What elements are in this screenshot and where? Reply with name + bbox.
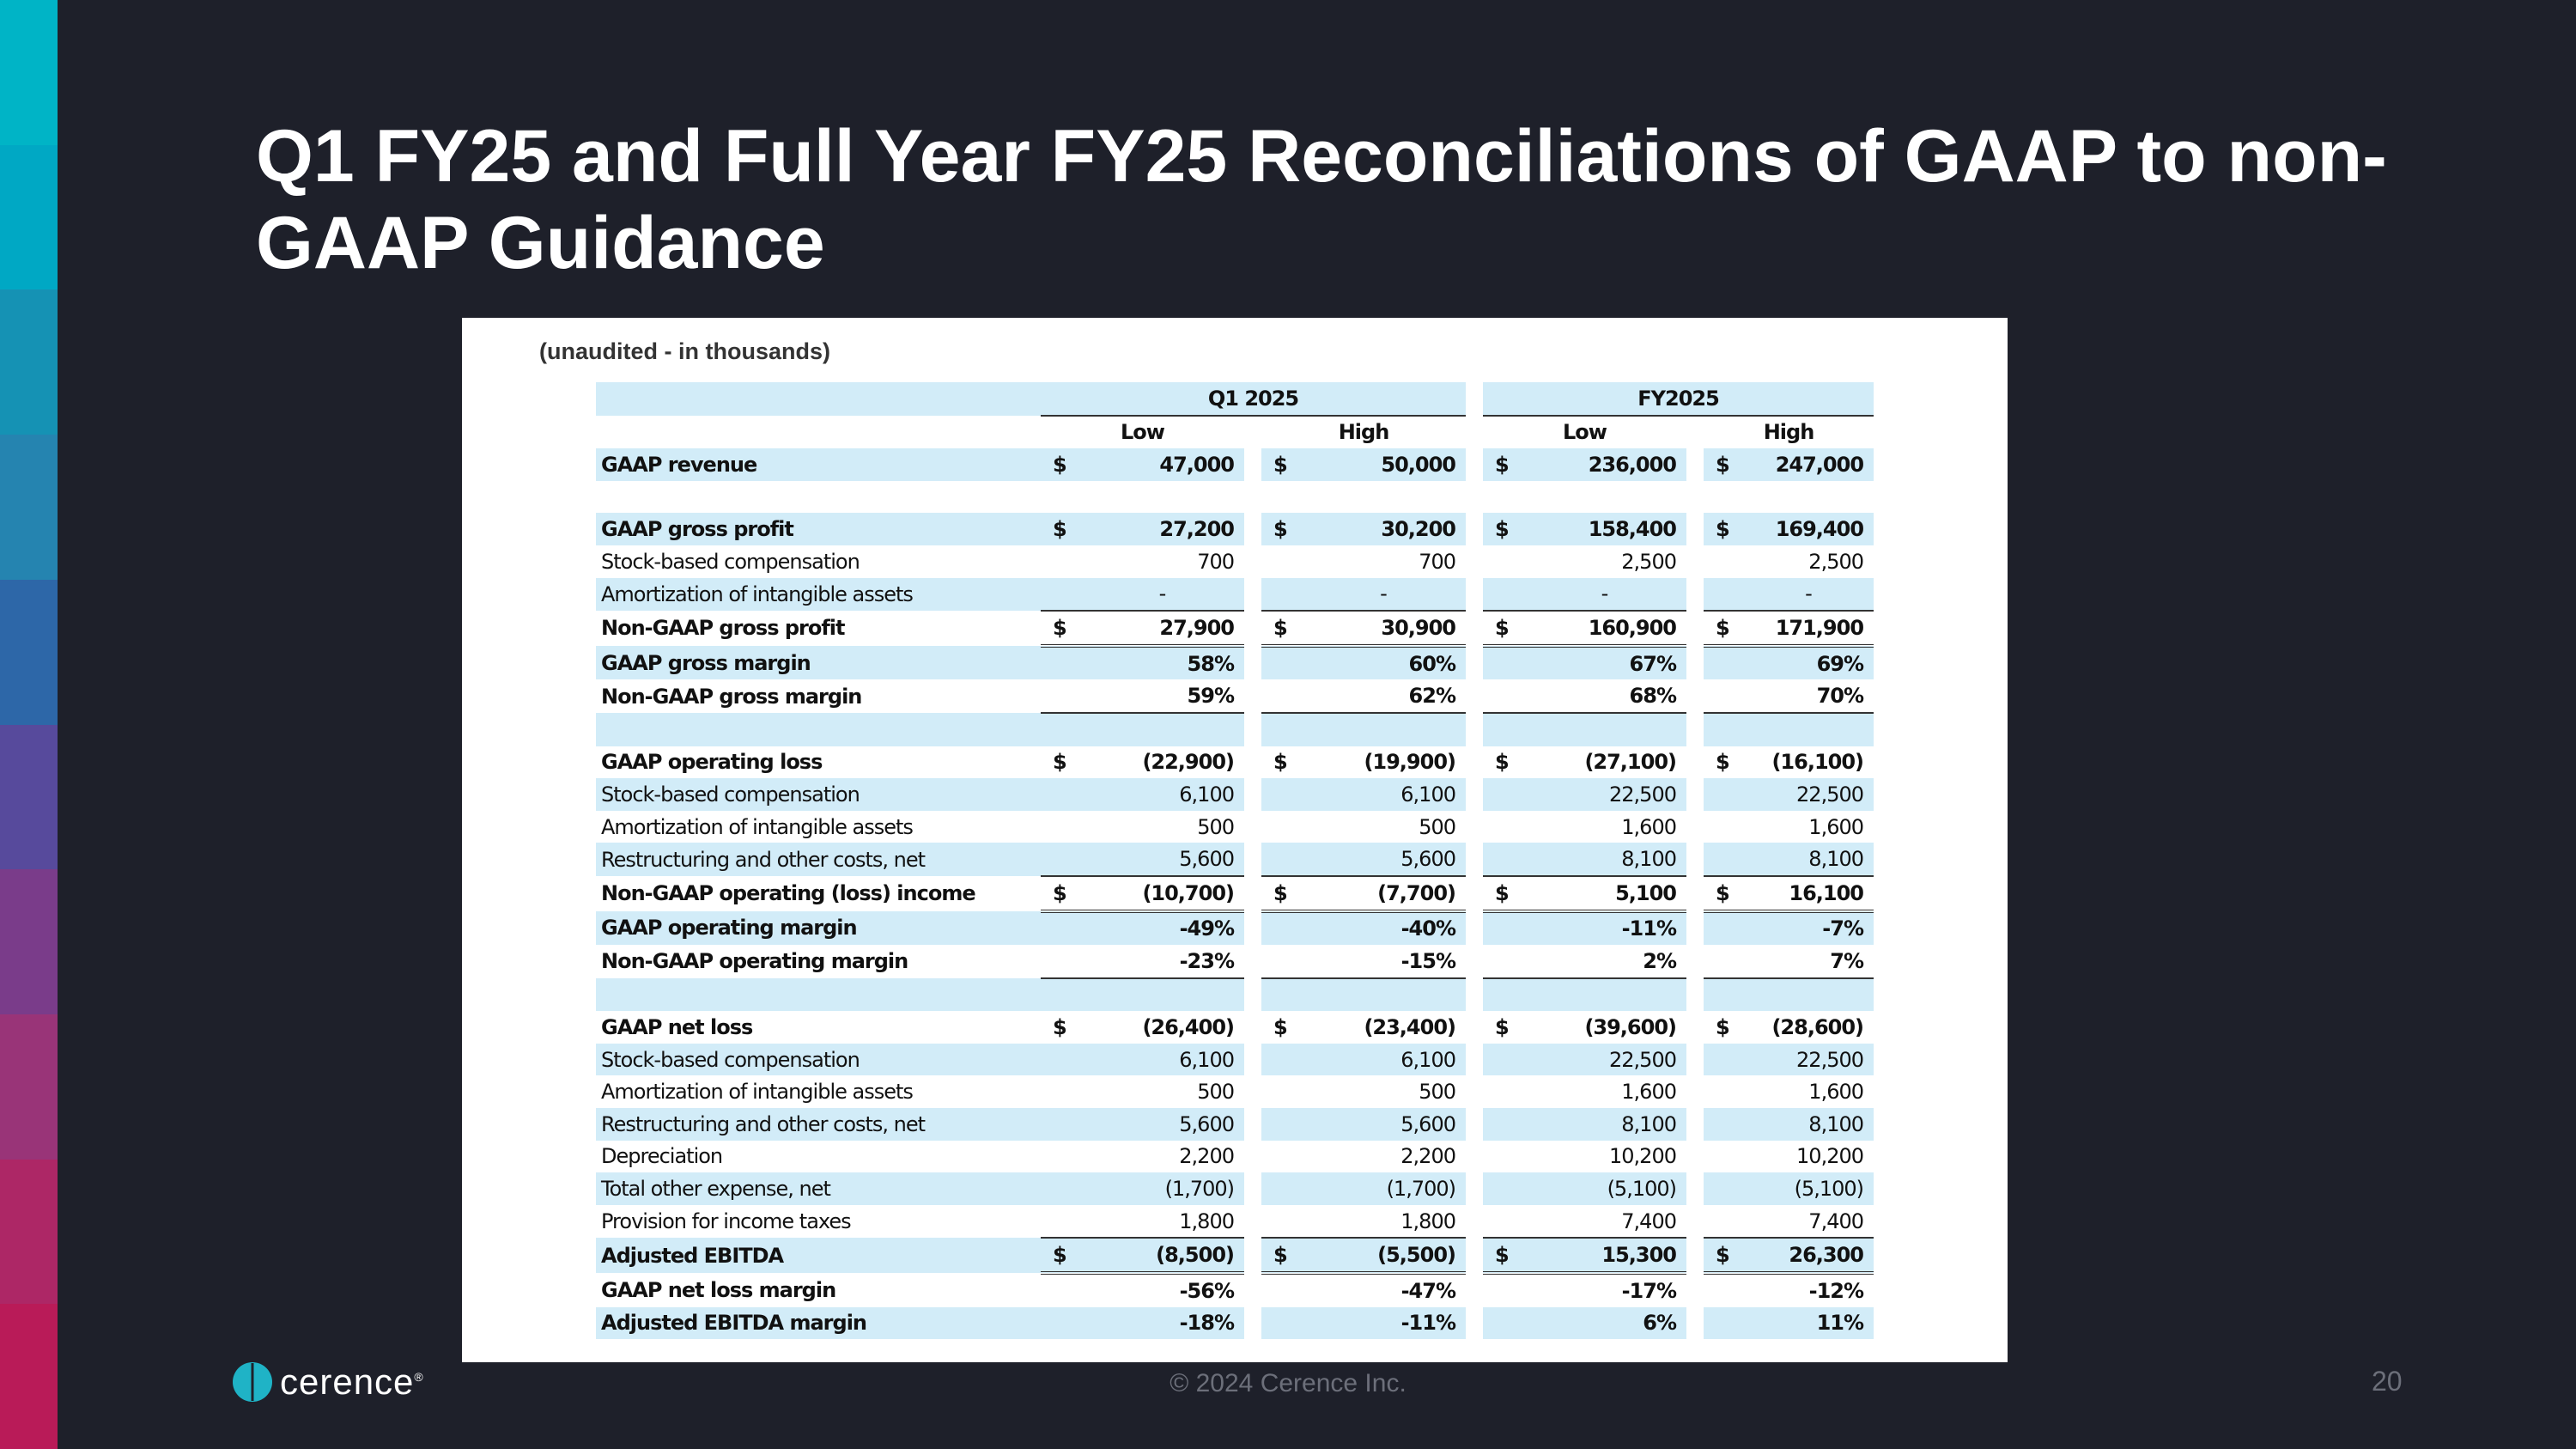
currency-symbol: [1704, 1075, 1748, 1108]
currency-symbol: $: [1704, 513, 1748, 545]
row-label: GAAP revenue: [596, 448, 1041, 481]
value-cell: 158,400: [1528, 513, 1686, 545]
currency-symbol: [1261, 778, 1306, 811]
currency-symbol: [1704, 545, 1748, 578]
value-cell: [1085, 978, 1244, 1012]
value-cell: 500: [1419, 814, 1455, 839]
row-label: Stock-based compensation: [596, 1044, 1041, 1076]
value-cell: (39,600): [1584, 1015, 1676, 1040]
currency-symbol: [1261, 811, 1306, 843]
row-label: Provision for income taxes: [601, 1209, 851, 1234]
currency-symbol: [1261, 545, 1306, 578]
value-cell: 2,500: [1621, 549, 1676, 574]
value-cell: [1748, 481, 1874, 514]
currency-symbol: [1483, 1273, 1528, 1307]
currency-symbol: [1261, 978, 1306, 1012]
currency-symbol: [1704, 481, 1748, 514]
currency-symbol: [1261, 1273, 1306, 1307]
value-cell: 8,100: [1528, 1108, 1686, 1141]
currency-symbol: [1041, 1108, 1085, 1141]
row-label: Amortization of intangible assets: [596, 578, 1041, 612]
currency-symbol: [1261, 843, 1306, 876]
value-cell: (28,600): [1771, 1015, 1864, 1040]
currency-symbol: [1041, 911, 1085, 946]
row-label: Depreciation: [601, 1144, 723, 1169]
value-cell: 16,100: [1748, 876, 1874, 911]
currency-symbol: $: [1261, 513, 1306, 545]
logo-wordmark: cerence®: [280, 1361, 424, 1402]
table-row: [596, 1205, 1874, 1239]
table-row: [596, 679, 1874, 713]
currency-symbol: [1483, 1044, 1528, 1076]
currency-symbol: [1704, 945, 1748, 978]
currency-symbol: $: [1704, 876, 1748, 911]
value-cell: [1306, 481, 1466, 514]
currency-symbol: [1041, 1273, 1085, 1307]
currency-symbol: [1483, 713, 1528, 746]
value-cell: 11%: [1748, 1307, 1874, 1340]
value-cell: 5,100: [1528, 876, 1686, 911]
group-header-row: [596, 382, 1874, 416]
value-cell: 2,500: [1808, 549, 1864, 574]
row-label: Non-GAAP gross profit: [601, 616, 845, 641]
group-header-q1: Q1 2025: [1041, 382, 1466, 416]
value-cell: (8,500): [1085, 1238, 1244, 1273]
table-row: [596, 1238, 1874, 1273]
currency-symbol: [1483, 1307, 1528, 1340]
row-label: GAAP net loss: [601, 1015, 753, 1040]
currency-symbol: [1483, 778, 1528, 811]
currency-symbol: [1483, 1075, 1528, 1108]
value-cell: 10,200: [1796, 1144, 1864, 1169]
value-cell: 59%: [1085, 679, 1244, 713]
value-cell: (23,400): [1364, 1015, 1455, 1040]
currency-symbol: [1261, 1108, 1306, 1141]
value-cell: -23%: [1085, 945, 1244, 978]
stripe-segment: [0, 145, 58, 290]
value-cell: 7%: [1748, 945, 1874, 978]
currency-symbol: $: [1261, 1238, 1306, 1273]
currency-symbol: [1704, 679, 1748, 713]
value-cell: 22,500: [1528, 1044, 1686, 1076]
currency-symbol: [1261, 1307, 1306, 1340]
value-cell: 8,100: [1528, 843, 1686, 876]
value-cell: 500: [1197, 1080, 1234, 1105]
currency-symbol: $: [1495, 1015, 1509, 1040]
currency-symbol: [1261, 679, 1306, 713]
currency-symbol: [1041, 713, 1085, 746]
copyright-text: © 2024 Cerence Inc.: [1170, 1369, 1406, 1397]
value-cell: (1,700): [1306, 1172, 1466, 1205]
value-cell: 22,500: [1748, 1044, 1874, 1076]
currency-symbol: $: [1273, 1015, 1287, 1040]
table-row: [596, 713, 1874, 746]
value-cell: 5,600: [1306, 1108, 1466, 1141]
currency-symbol: [1041, 778, 1085, 811]
value-cell: 30,900: [1306, 611, 1466, 646]
stripe-segment: [0, 435, 58, 580]
currency-symbol: $: [1483, 448, 1528, 481]
table-row: [596, 646, 1874, 680]
row-label: Stock-based compensation: [601, 549, 860, 574]
value-cell: 30,200: [1306, 513, 1466, 545]
currency-symbol: [1483, 911, 1528, 946]
currency-symbol: [1704, 1044, 1748, 1076]
value-cell: 171,900: [1748, 611, 1874, 646]
currency-symbol: [1483, 1205, 1528, 1239]
value-cell: (5,500): [1306, 1238, 1466, 1273]
value-cell: 6%: [1528, 1307, 1686, 1340]
currency-symbol: [1261, 713, 1306, 746]
value-cell: 60%: [1306, 646, 1466, 680]
table-row: [596, 578, 1874, 612]
value-cell: 8,100: [1748, 1108, 1874, 1141]
currency-symbol: $: [1273, 750, 1287, 775]
table-row: [596, 876, 1874, 911]
table-row: [596, 978, 1874, 1012]
value-cell: 50,000: [1306, 448, 1466, 481]
value-cell: 8,100: [1748, 843, 1874, 876]
value-cell: [1748, 713, 1874, 746]
stripe-segment: [0, 869, 58, 1014]
page-number: 20: [2372, 1366, 2403, 1397]
currency-symbol: $: [1041, 1238, 1085, 1273]
value-cell: -18%: [1085, 1307, 1244, 1340]
row-label: Restructuring and other costs, net: [596, 843, 1041, 876]
value-cell: 5,600: [1306, 843, 1466, 876]
currency-symbol: [1041, 545, 1085, 578]
value-cell: (7,700): [1306, 876, 1466, 911]
value-cell: 2,200: [1179, 1144, 1234, 1169]
value-cell: 1,600: [1621, 1080, 1676, 1105]
value-cell: 2,200: [1400, 1144, 1455, 1169]
value-cell: 500: [1419, 1080, 1455, 1105]
value-cell: -11%: [1306, 1307, 1466, 1340]
currency-symbol: [1704, 1273, 1748, 1307]
currency-symbol: [1704, 778, 1748, 811]
stripe-segment: [0, 0, 58, 145]
currency-symbol: $: [1041, 448, 1085, 481]
row-label: Amortization of intangible assets: [601, 814, 913, 839]
table-row: [596, 1307, 1874, 1340]
value-cell: -: [1306, 578, 1466, 612]
table-row: [596, 1075, 1874, 1108]
row-label: GAAP operating loss: [601, 750, 823, 775]
value-cell: 6,100: [1085, 1044, 1244, 1076]
value-cell: 26,300: [1748, 1238, 1874, 1273]
value-cell: 7,400: [1621, 1209, 1676, 1233]
table-row: [596, 746, 1874, 779]
value-cell: 6,100: [1306, 1044, 1466, 1076]
value-cell: 700: [1197, 549, 1234, 574]
slide-title: Q1 FY25 and Full Year FY25 Reconciliations of GAAP to non-GAAP Guidance: [256, 115, 2387, 284]
currency-symbol: $: [1261, 448, 1306, 481]
currency-symbol: [1261, 481, 1306, 514]
currency-symbol: $: [1704, 611, 1748, 646]
table-row: [596, 811, 1874, 843]
value-cell: 47,000: [1085, 448, 1244, 481]
table-row: [596, 1044, 1874, 1076]
currency-symbol: $: [1483, 1238, 1528, 1273]
value-cell: (1,700): [1085, 1172, 1244, 1205]
value-cell: 7,400: [1808, 1209, 1864, 1233]
value-cell: 22,500: [1528, 778, 1686, 811]
value-cell: 6,100: [1306, 778, 1466, 811]
value-cell: (26,400): [1142, 1015, 1234, 1040]
currency-symbol: [1483, 1108, 1528, 1141]
value-cell: 247,000: [1748, 448, 1874, 481]
value-cell: -49%: [1085, 911, 1244, 946]
value-cell: -: [1085, 578, 1244, 612]
table-row: [596, 1172, 1874, 1205]
row-label: GAAP gross profit: [596, 513, 1041, 545]
row-label: Adjusted EBITDA: [596, 1238, 1041, 1273]
currency-symbol: [1041, 1205, 1085, 1239]
currency-symbol: $: [1261, 611, 1306, 646]
value-cell: 68%: [1528, 679, 1686, 713]
currency-symbol: [1261, 911, 1306, 946]
value-cell: -17%: [1621, 1278, 1676, 1303]
currency-symbol: [1041, 481, 1085, 514]
currency-symbol: [1704, 843, 1748, 876]
currency-symbol: [1041, 578, 1085, 612]
table-row: [596, 1273, 1874, 1307]
group-header-fy: FY2025: [1483, 382, 1874, 416]
value-cell: -: [1748, 578, 1874, 612]
stripe-segment: [0, 1160, 58, 1305]
table-row: [596, 778, 1874, 811]
value-cell: 1,800: [1400, 1209, 1455, 1233]
table-row: [596, 481, 1874, 514]
currency-symbol: [1483, 1141, 1528, 1173]
reconciliation-panel: [462, 318, 2008, 1362]
row-label: Non-GAAP operating margin: [601, 949, 908, 974]
row-label: GAAP operating margin: [596, 911, 1041, 946]
value-cell: -40%: [1306, 911, 1466, 946]
currency-symbol: $: [1041, 876, 1085, 911]
value-cell: 236,000: [1528, 448, 1686, 481]
color-stripe: [0, 0, 58, 1449]
currency-symbol: $: [1483, 513, 1528, 545]
value-cell: 2%: [1528, 945, 1686, 978]
stripe-segment: [0, 725, 58, 870]
sub-header-row: [596, 416, 1874, 449]
value-cell: [1306, 978, 1466, 1012]
stripe-segment: [0, 289, 58, 435]
value-cell: 1,800: [1179, 1209, 1234, 1233]
currency-symbol: [1704, 1172, 1748, 1205]
currency-symbol: $: [1261, 876, 1306, 911]
value-cell: 58%: [1085, 646, 1244, 680]
row-label: GAAP net loss margin: [601, 1277, 836, 1302]
currency-symbol: [1041, 978, 1085, 1012]
table-subtitle: (unaudited - in thousands): [539, 338, 830, 364]
stripe-segment: [0, 1014, 58, 1160]
table-row: [596, 911, 1874, 946]
currency-symbol: [1704, 713, 1748, 746]
value-cell: -15%: [1306, 945, 1466, 978]
value-cell: 160,900: [1528, 611, 1686, 646]
currency-symbol: $: [1041, 513, 1085, 545]
sub-header-q1-low: Low: [1121, 420, 1164, 445]
row-label: [596, 713, 1041, 746]
currency-symbol: [1261, 1044, 1306, 1076]
currency-symbol: $: [1483, 611, 1528, 646]
table-row: [596, 945, 1874, 978]
row-label: Stock-based compensation: [596, 778, 1041, 811]
currency-symbol: [1041, 646, 1085, 680]
currency-symbol: [1483, 978, 1528, 1012]
value-cell: [1085, 713, 1244, 746]
currency-symbol: $: [1053, 1015, 1066, 1040]
table-row: [596, 448, 1874, 481]
currency-symbol: [1261, 945, 1306, 978]
currency-symbol: [1483, 578, 1528, 612]
value-cell: (22,900): [1142, 750, 1234, 775]
currency-symbol: [1041, 1044, 1085, 1076]
currency-symbol: $: [1041, 611, 1085, 646]
row-label: [596, 978, 1041, 1012]
currency-symbol: [1041, 945, 1085, 978]
currency-symbol: [1041, 1172, 1085, 1205]
row-label: Adjusted EBITDA margin: [596, 1307, 1041, 1340]
currency-symbol: [1483, 481, 1528, 514]
row-label: Amortization of intangible assets: [601, 1080, 913, 1105]
value-cell: 10,200: [1609, 1144, 1676, 1169]
currency-symbol: [1704, 646, 1748, 680]
currency-symbol: [1483, 945, 1528, 978]
currency-symbol: [1704, 811, 1748, 843]
table-row: [596, 1108, 1874, 1141]
value-cell: 1,600: [1808, 1080, 1864, 1105]
value-cell: (19,900): [1364, 750, 1455, 775]
row-label: Non-GAAP gross margin: [601, 684, 862, 709]
currency-symbol: [1704, 1108, 1748, 1141]
value-cell: -: [1528, 578, 1686, 612]
row-label: GAAP gross margin: [596, 646, 1041, 680]
value-cell: 6,100: [1085, 778, 1244, 811]
value-cell: [1528, 481, 1686, 514]
currency-symbol: [1261, 646, 1306, 680]
value-cell: 27,900: [1085, 611, 1244, 646]
value-cell: 62%: [1306, 679, 1466, 713]
table-row: [596, 545, 1874, 578]
currency-symbol: $: [1716, 750, 1729, 775]
currency-symbol: [1261, 578, 1306, 612]
row-label: Restructuring and other costs, net: [596, 1108, 1041, 1141]
value-cell: [1528, 978, 1686, 1012]
sub-header-fy-high: High: [1763, 420, 1814, 445]
currency-symbol: [1704, 1205, 1748, 1239]
sub-header-q1-high: High: [1338, 420, 1389, 445]
value-cell: -12%: [1808, 1278, 1864, 1303]
value-cell: [1528, 713, 1686, 746]
currency-symbol: [1261, 1205, 1306, 1239]
currency-symbol: [1483, 545, 1528, 578]
value-cell: -7%: [1748, 911, 1874, 946]
row-label: [596, 481, 1041, 514]
value-cell: 67%: [1528, 646, 1686, 680]
row-label: Non-GAAP operating (loss) income: [601, 881, 975, 906]
value-cell: [1085, 481, 1244, 514]
table-row: [596, 513, 1874, 545]
currency-symbol: [1483, 1172, 1528, 1205]
value-cell: 169,400: [1748, 513, 1874, 545]
currency-symbol: [1704, 1307, 1748, 1340]
currency-symbol: $: [1704, 1238, 1748, 1273]
value-cell: (10,700): [1085, 876, 1244, 911]
currency-symbol: $: [1704, 448, 1748, 481]
value-cell: 70%: [1748, 679, 1874, 713]
stripe-segment: [0, 580, 58, 725]
currency-symbol: [1041, 1307, 1085, 1340]
currency-symbol: $: [1495, 750, 1509, 775]
value-cell: 1,600: [1621, 814, 1676, 839]
value-cell: 27,200: [1085, 513, 1244, 545]
value-cell: (5,100): [1528, 1172, 1686, 1205]
currency-symbol: $: [1716, 1015, 1729, 1040]
value-cell: 69%: [1748, 646, 1874, 680]
value-cell: [1748, 978, 1874, 1012]
currency-symbol: [1483, 843, 1528, 876]
value-cell: 1,600: [1808, 814, 1864, 839]
currency-symbol: $: [1483, 876, 1528, 911]
currency-symbol: [1483, 679, 1528, 713]
currency-symbol: [1704, 978, 1748, 1012]
value-cell: (27,100): [1584, 750, 1676, 775]
value-cell: 700: [1419, 549, 1455, 574]
table-row: [596, 1141, 1874, 1173]
value-cell: 5,600: [1085, 1108, 1244, 1141]
value-cell: 22,500: [1748, 778, 1874, 811]
row-label: Total other expense, net: [596, 1172, 1041, 1205]
value-cell: (16,100): [1771, 750, 1864, 775]
currency-symbol: [1261, 1075, 1306, 1108]
currency-symbol: [1704, 911, 1748, 946]
value-cell: (5,100): [1748, 1172, 1874, 1205]
currency-symbol: [1483, 811, 1528, 843]
table-row: [596, 611, 1874, 646]
currency-symbol: $: [1053, 750, 1066, 775]
reconciliation-table: [596, 382, 1874, 1339]
currency-symbol: [1041, 679, 1085, 713]
currency-symbol: [1704, 1141, 1748, 1173]
currency-symbol: [1041, 811, 1085, 843]
table-row: [596, 1011, 1874, 1044]
value-cell: [1306, 713, 1466, 746]
sub-header-fy-low: Low: [1563, 420, 1607, 445]
currency-symbol: [1041, 843, 1085, 876]
currency-symbol: [1261, 1172, 1306, 1205]
currency-symbol: [1704, 578, 1748, 612]
value-cell: 15,300: [1528, 1238, 1686, 1273]
value-cell: -11%: [1528, 911, 1686, 946]
value-cell: 500: [1197, 814, 1234, 839]
value-cell: -47%: [1400, 1278, 1455, 1303]
currency-symbol: [1261, 1141, 1306, 1173]
value-cell: -56%: [1179, 1278, 1234, 1303]
currency-symbol: [1483, 646, 1528, 680]
currency-symbol: [1041, 1075, 1085, 1108]
currency-symbol: [1041, 1141, 1085, 1173]
table-row: [596, 843, 1874, 876]
value-cell: 5,600: [1085, 843, 1244, 876]
